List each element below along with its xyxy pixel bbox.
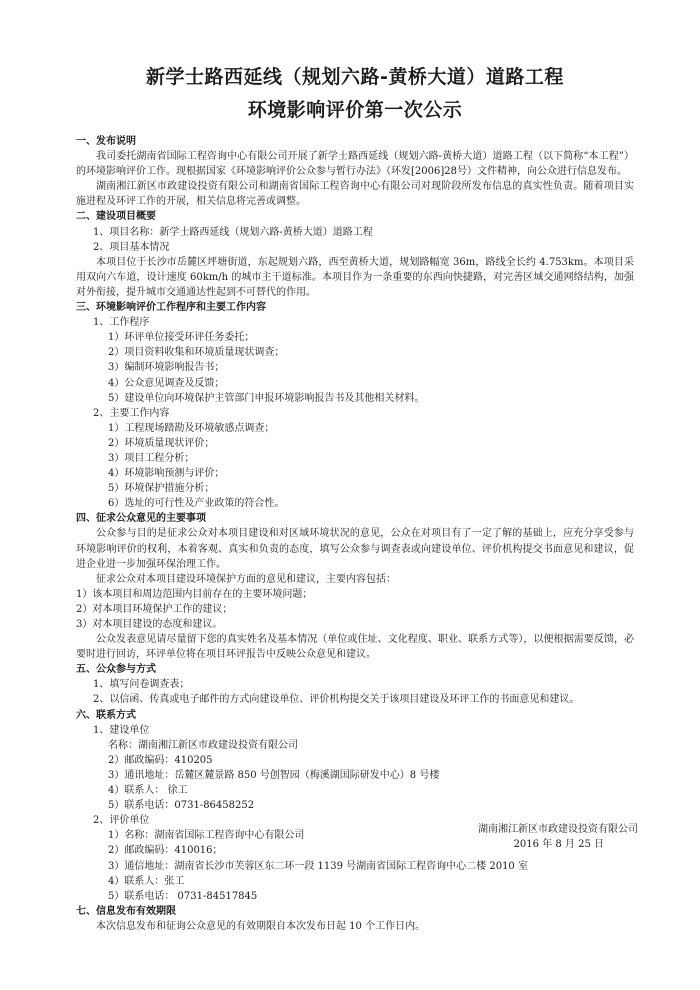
list-item: 2、以信函、传真或电子邮件的方式向建设单位、评价机构提交关于该项目建设及环评工作的书面意见和建议。 (93, 694, 580, 706)
list-item: 5）环境保护措施分析； (108, 483, 215, 495)
list-item: 4）公众意见调查及反馈； (108, 377, 225, 389)
list-item: 5）联系电话： 0731-84517845 (108, 890, 258, 902)
section-3-sub-2: 2、主要工作内容 (93, 407, 170, 419)
signature-org: 湖南湘江新区市政建设投资有限公司 (478, 824, 638, 835)
section-3-sub-1: 1、工作程序 (93, 317, 150, 329)
signature-date: 2016 年 8 月 25 日 (513, 839, 604, 850)
signature-block (478, 822, 638, 852)
list-item: 3）编制环境影响报告书； (108, 362, 225, 374)
list-item: 2）邮政编码：410016； (108, 845, 223, 857)
section-2-item-1: 1、项目名称：新学士路西延线（规划六路-黄桥大道）道路工程 (93, 226, 373, 238)
list-item: 4）环境影响预测与评价； (108, 468, 225, 480)
section-6-heading: 六、联系方式 (76, 709, 136, 721)
document-body (76, 134, 634, 934)
section-7-paragraph: 本次信息发布和征询公众意见的有效期限自本次发布日起 10 个工作日内。 (96, 920, 426, 932)
list-item: 6）选址的可行性及产业政策的符合性。 (108, 498, 285, 510)
document-title-line1: 新学士路西延线（规划六路-黄桥大道）道路工程 (146, 66, 564, 88)
list-item: 名称：湖南湘江新区市政建设投资有限公司 (108, 739, 298, 751)
list-item: 3）通讯地址：岳麓区麓景路 850 号创智园（梅溪湖国际研发中心）8 号楼 (108, 769, 440, 781)
list-item: 2）对本项目环境保护工作的建议； (76, 603, 233, 615)
section-4-heading: 四、征求公众意见的主要事项 (76, 513, 206, 525)
section-1-paragraph-1: 我司委托湖南省国际工程咨询中心有限公司开展了新学士路西延线（规划六路-黄桥大道）道路工程（以下简称“本工程”）的环境影响评价工作。现根据国家《环境影响评价公众参与暂行办法》（环发[2006]28号）文件精神，向公众进行信息发布。 (76, 151, 634, 178)
list-item: 5）联系电话：0731-86458252 (108, 800, 255, 812)
section-6-sub-1: 1、建设单位 (93, 724, 150, 736)
list-item: 3）对本项目建设的态度和建议。 (76, 619, 223, 630)
section-4-paragraph-2: 征求公众对本项目建设环境保护方面的意见和建议，主要内容包括： (96, 573, 396, 585)
list-item: 4）联系人：张工 (108, 875, 185, 887)
section-2-paragraph: 本项目位于长沙市岳麓区坪塘街道，东起规划六路，西至黄桥大道，规划路幅宽 36m，路线全长约 4.753km。本项目采用双向六车道，设计速度 60km/h 的城市主干道标准。本项目作为一条重要的东西向快捷路，对完善区域交通网络结构，加强对外衔接，提升城市交通通达性起到不可替代的作用。 (76, 256, 634, 298)
list-item: 3）通信地址：湖南省长沙市芙蓉区东二环一段 1139 号湖南省国际工程咨询中心二楼 2010 室 (108, 860, 528, 872)
list-item: 1）名称：湖南省国际工程咨询中心有限公司 (108, 830, 305, 842)
list-item: 1、填写问卷调查表； (93, 679, 190, 691)
list-item: 2）邮政编码：410205 (108, 754, 213, 766)
section-2-item-2: 2、项目基本情况 (93, 241, 170, 253)
list-item: 2）项目资料收集和环境质量现状调查； (108, 347, 285, 359)
section-3-heading: 三、环境影响评价工作程序和主要工作内容 (76, 302, 266, 314)
list-item: 3）项目工程分析； (108, 452, 195, 464)
list-item: 4）联系人： 徐工 (108, 785, 188, 797)
list-item: 1）工程现场踏勘及环境敏感点调查； (108, 422, 275, 434)
section-7-heading: 七、信息发布有效期限 (76, 905, 176, 917)
document-title-line2: 环境影响评价第一次公示 (247, 99, 463, 121)
list-item: 1）该本项目和周边范围内目前存在的主要环境问题； (76, 588, 313, 600)
section-6-sub-2: 2、评价单位 (93, 815, 150, 827)
list-item: 1）环评单位接受环评任务委托； (108, 332, 255, 344)
section-4-paragraph-1: 公众参与目的是征求公众对本项目建设和对区域环境状况的意见，公众在对项目有了一定了解的基础上，应充分享受参与环境影响评价的权利，本着客观、真实和负责的态度，填写公众参与调查表或向建设单位、评价机构提交书面意见和建议，促进企业进一步加强环保治理工作。 (76, 528, 634, 570)
section-5-heading: 五、公众参与方式 (76, 664, 156, 676)
list-item: 5）建设单位向环境保护主管部门申报环境影响报告书及其他相关材料。 (108, 392, 425, 404)
section-1-heading: 一、发布说明 (76, 136, 136, 147)
section-1-paragraph-2: 湖南湘江新区市政建设投资有限公司和湖南省国际工程咨询中心有限公司对现阶段所发布信息的真实性负责。随着项目实施进程及环评工作的开展，相关信息将完善或调整。 (76, 181, 634, 208)
section-4-paragraph-3: 公众发表意见请尽量留下您的真实姓名及基本情况（单位或住址、文化程度、职业、联系方式等），以便根据需要反馈，必要时进行回访，环评单位将在项目环评报告中反映公众意见和建议。 (76, 634, 634, 661)
section-2-heading: 二、建设项目概要 (76, 211, 156, 223)
list-item: 2）环境质量现状评价； (108, 437, 215, 449)
